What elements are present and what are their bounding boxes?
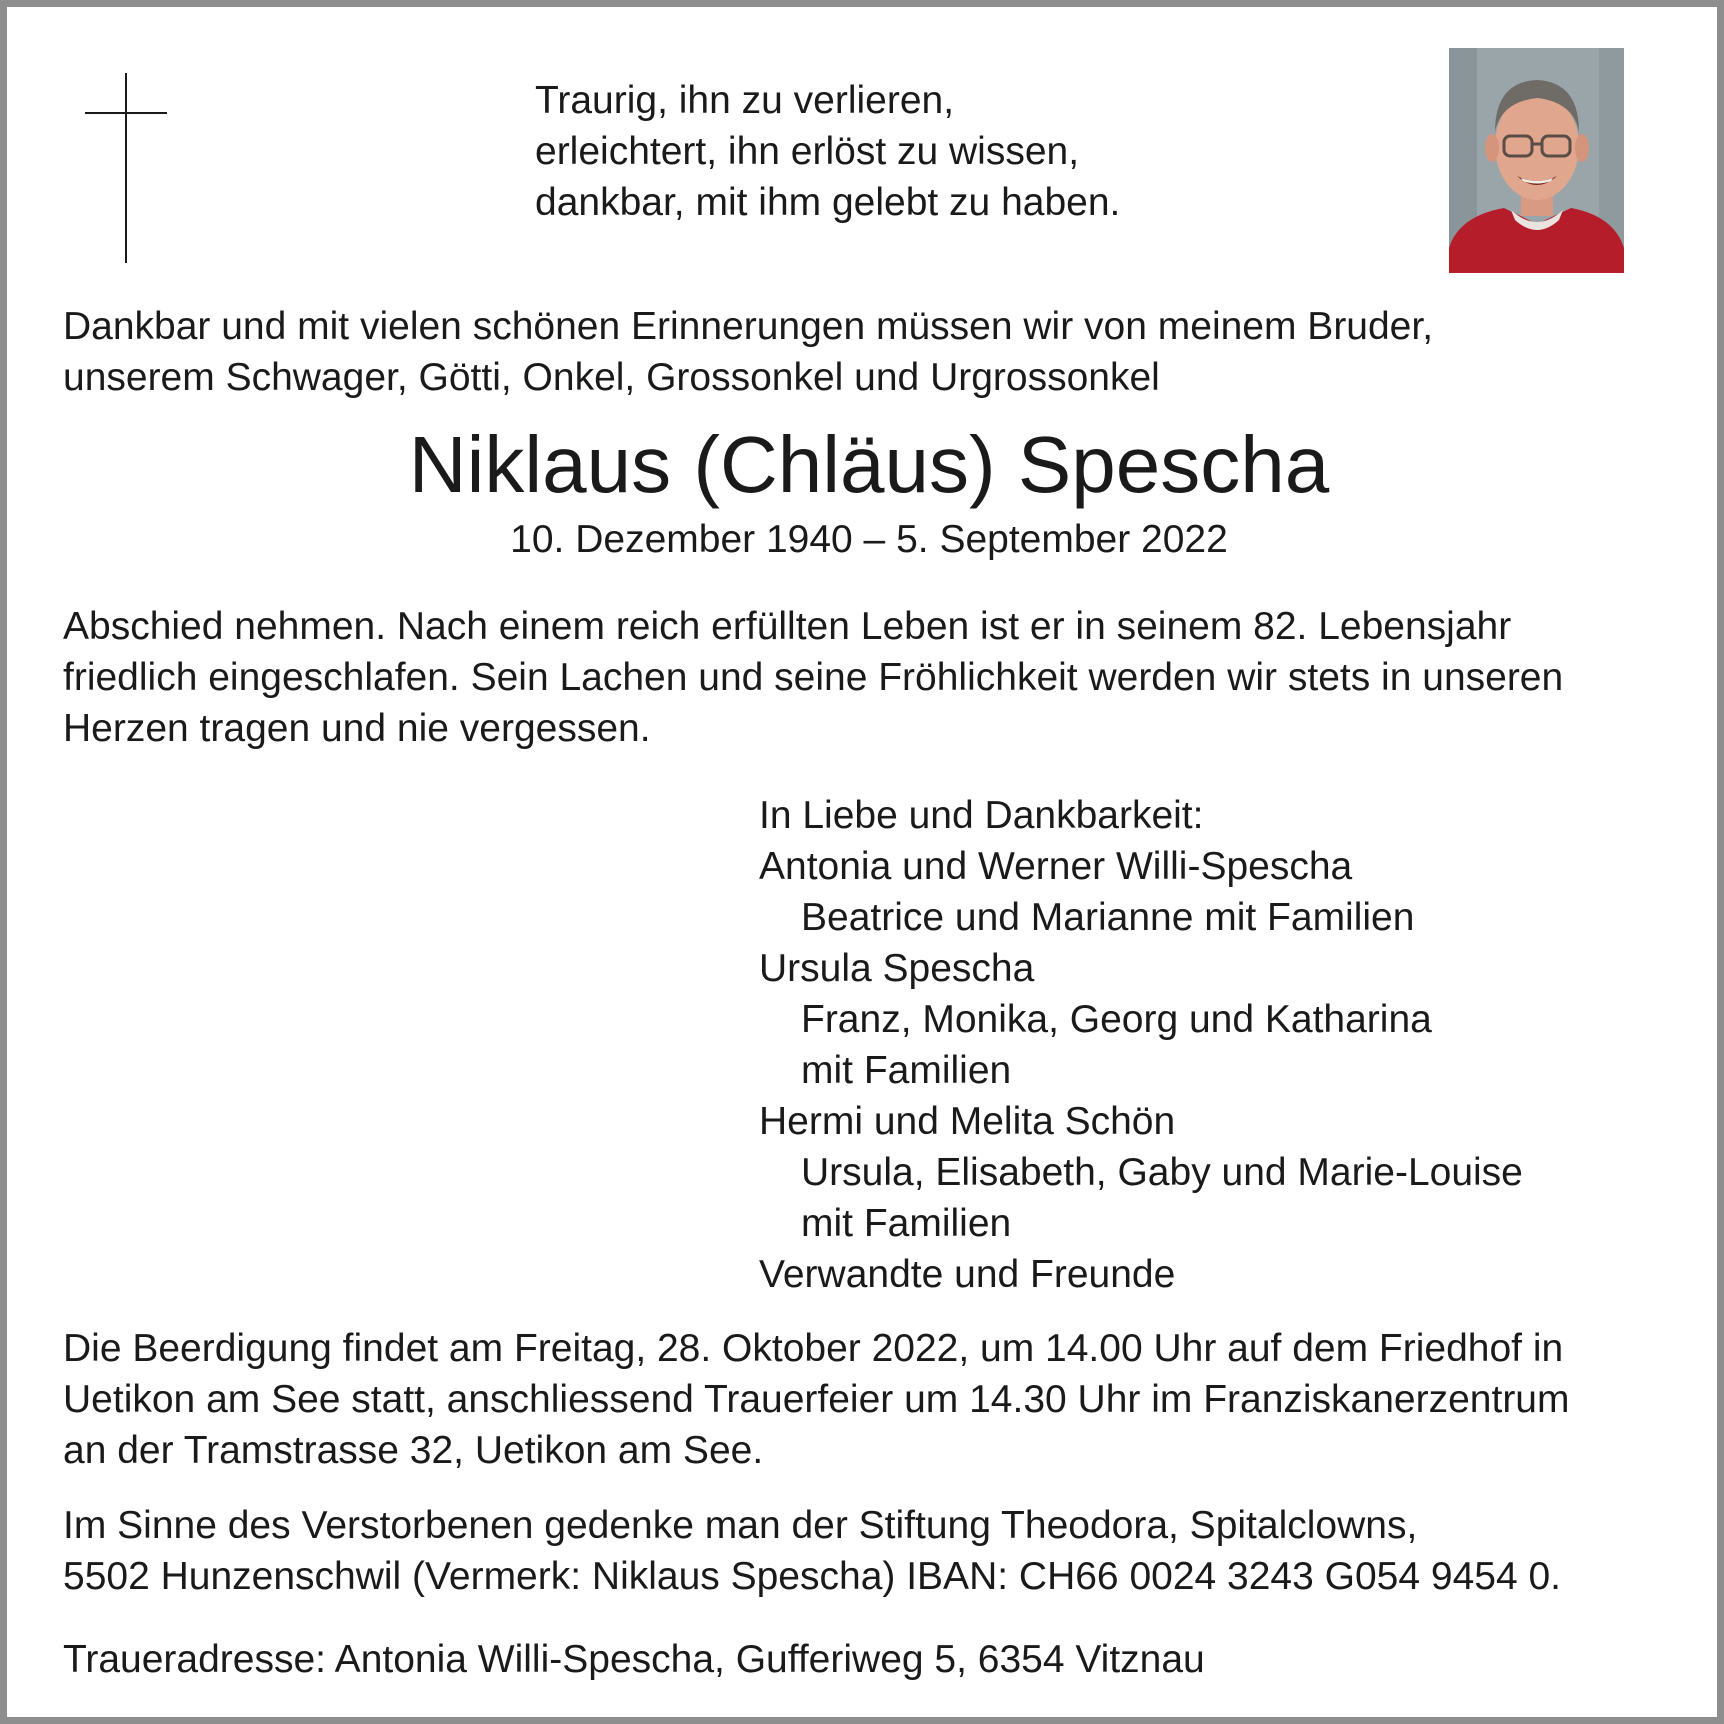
signers-heading: In Liebe und Dankbarkeit: xyxy=(759,794,1204,837)
signer-name: Hermi und Melita Schön xyxy=(759,1100,1176,1143)
donation-line: 5502 Hunzenschwil (Vermerk: Niklaus Spescha) IBAN: CH66 0024 3243 G054 9454 0. xyxy=(63,1555,1561,1598)
signers-list xyxy=(759,790,1523,1300)
motto-line: Traurig, ihn zu verlieren, xyxy=(535,79,955,122)
funeral-line: Die Beerdigung findet am Freitag, 28. Oktober 2022, um 14.00 Uhr auf dem Friedhof in xyxy=(63,1327,1564,1370)
portrait-photo xyxy=(1449,48,1624,273)
signer-family: Beatrice und Marianne mit Familien xyxy=(801,896,1415,939)
donation-info xyxy=(63,1500,1561,1602)
donation-line: Im Sinne des Verstorbenen gedenke man der Stiftung Theodora, Spitalclowns, xyxy=(63,1504,1418,1547)
funeral-line: an der Tramstrasse 32, Uetikon am See. xyxy=(63,1429,764,1472)
funeral-info xyxy=(63,1323,1570,1476)
motto-verse xyxy=(535,75,1120,228)
mourning-address: Traueradresse: Antonia Willi-Spescha, Gufferiweg 5, 6354 Vitznau xyxy=(63,1638,1205,1681)
motto-line: dankbar, mit ihm gelebt zu haben. xyxy=(535,181,1121,224)
intro-paragraph xyxy=(63,301,1433,403)
signer-family: mit Familien xyxy=(801,1049,1012,1092)
farewell-line: Herzen tragen und nie vergessen. xyxy=(63,707,651,750)
funeral-line: Uetikon am See statt, anschliessend Trauerfeier um 14.30 Uhr im Franziskanerzentrum xyxy=(63,1378,1570,1421)
signer-name: Ursula Spescha xyxy=(759,947,1035,990)
signer-family: Ursula, Elisabeth, Gaby und Marie-Louise xyxy=(801,1151,1523,1194)
signer-family: mit Familien xyxy=(801,1202,1012,1245)
farewell-line: Abschied nehmen. Nach einem reich erfüllten Leben ist er in seinem 82. Lebensjahr xyxy=(63,605,1512,648)
intro-line: unserem Schwager, Götti, Onkel, Grossonkel und Urgrossonkel xyxy=(63,356,1160,399)
intro-line: Dankbar und mit vielen schönen Erinnerungen müssen wir von meinem Bruder, xyxy=(63,305,1434,348)
signer-name: Verwandte und Freunde xyxy=(759,1253,1176,1296)
motto-line: erleichtert, ihn erlöst zu wissen, xyxy=(535,130,1080,173)
signer-family: Franz, Monika, Georg und Katharina xyxy=(801,998,1432,1041)
farewell-line: friedlich eingeschlafen. Sein Lachen und seine Fröhlichkeit werden wir stets in unseren xyxy=(63,656,1564,699)
farewell-paragraph xyxy=(63,601,1563,754)
deceased-name: Niklaus (Chläus) Spescha xyxy=(408,420,1330,509)
cross-icon xyxy=(85,73,167,263)
life-dates: 10. Dezember 1940 – 5. September 2022 xyxy=(510,518,1228,561)
signer-name: Antonia und Werner Willi-Spescha xyxy=(759,845,1353,888)
